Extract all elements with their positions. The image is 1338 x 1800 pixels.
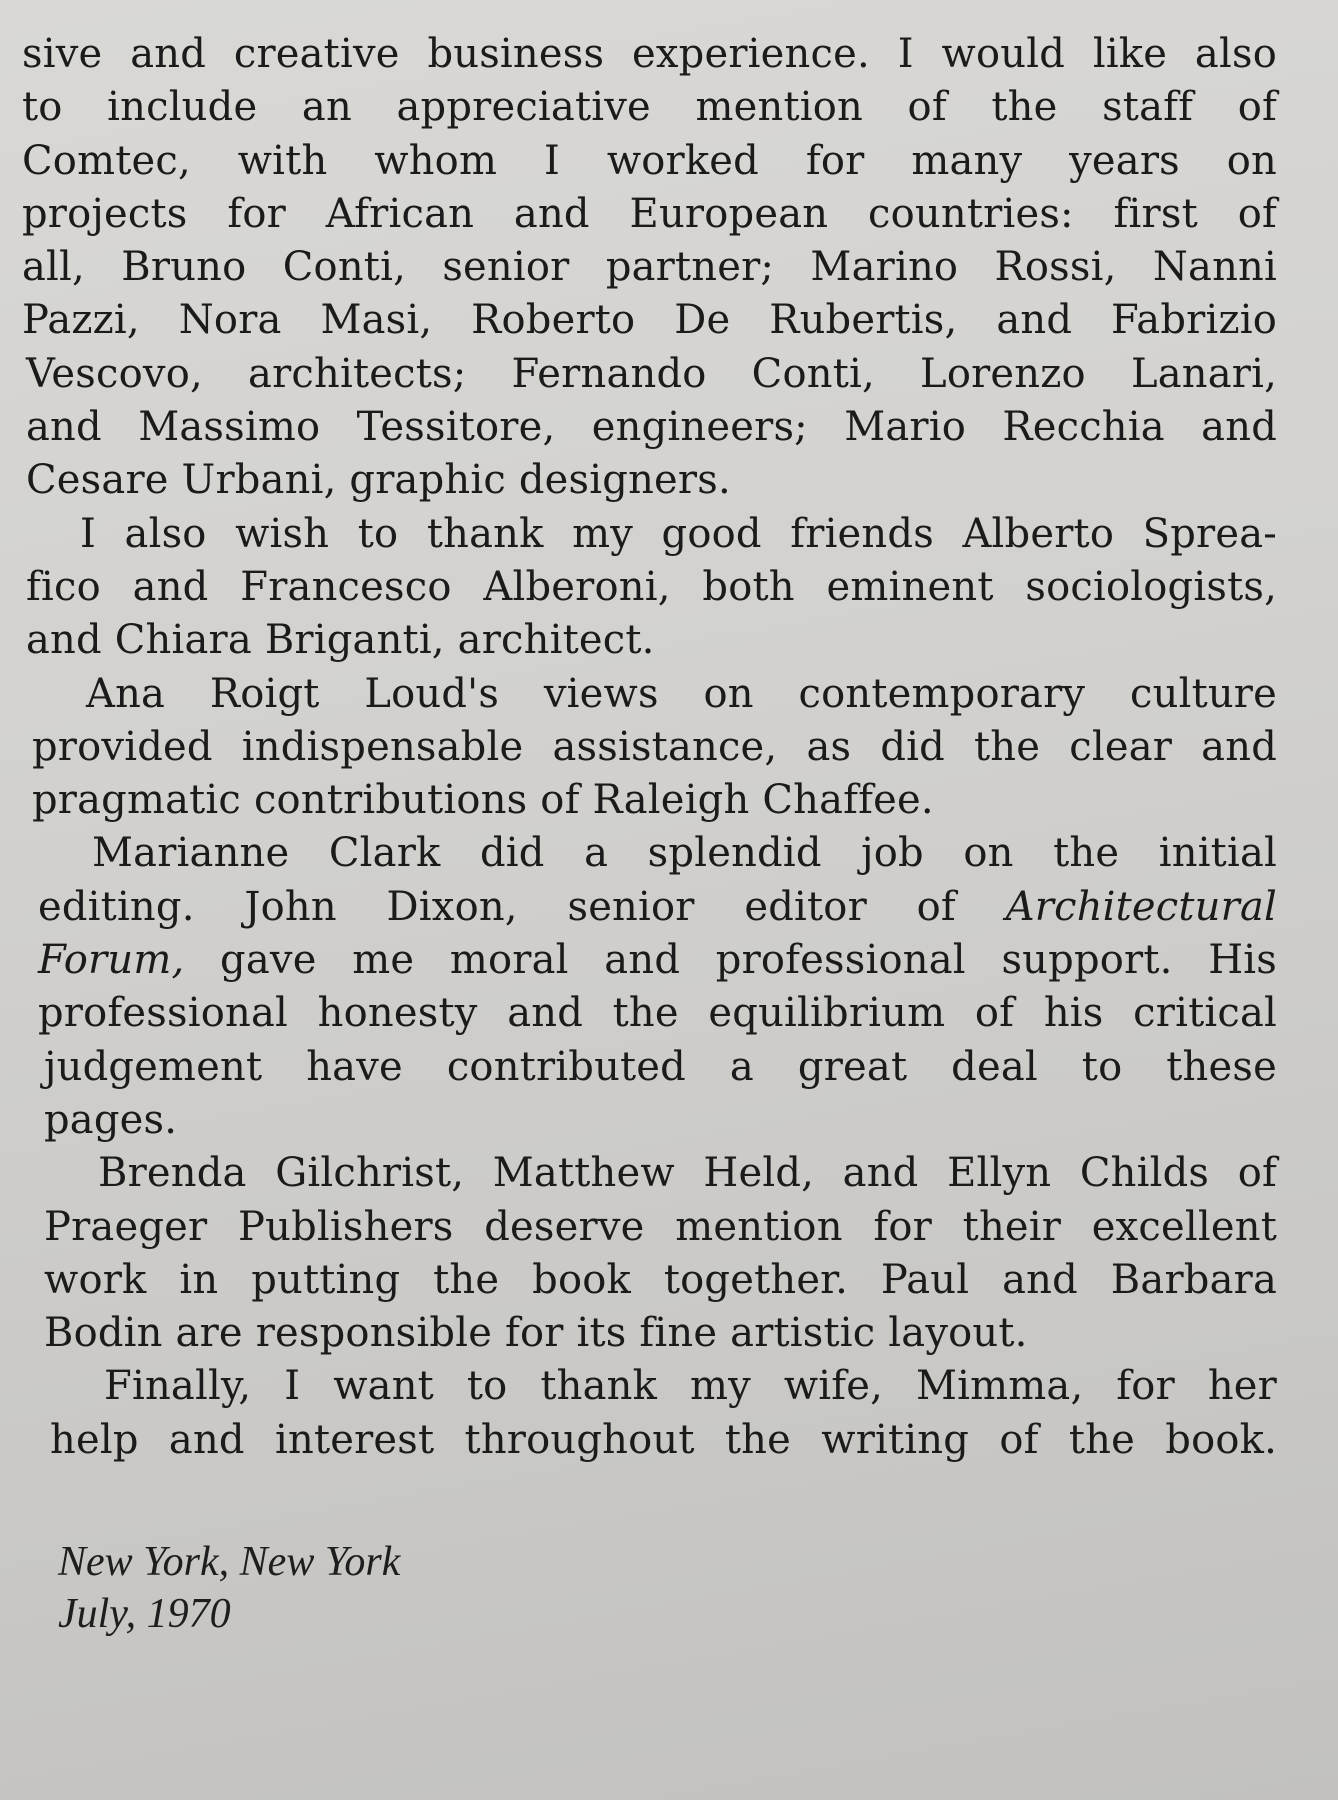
text-line: Vescovo, architects; Fernando Conti, Lorenzo Lanari, <box>26 350 1277 397</box>
text-line: Bodin are responsible for its fine artistic layout. <box>44 1310 1028 1357</box>
text-segment: editing. John Dixon, senior editor of <box>38 883 956 930</box>
paragraph-start-line: Finally, I want to thank my wife, Mimma, for her <box>104 1363 1277 1410</box>
paragraph-start-line: Brenda Gilchrist, Matthew Held, and Ellyn Childs of <box>98 1150 1277 1197</box>
text-line: help and interest throughout the writing of the book. <box>50 1416 1277 1463</box>
signoff-place: New York, New York <box>58 1539 401 1585</box>
journal-title-italic: Forum, <box>38 937 185 984</box>
text-segment: gave me moral and professional support. His <box>220 937 1277 984</box>
acknowledgements-text <box>22 28 1277 1467</box>
text-line: pragmatic contributions of Raleigh Chaffee. <box>32 777 934 824</box>
text-line: pages. <box>44 1096 178 1143</box>
text-line: work in putting the book together. Paul and Barbara <box>44 1256 1277 1303</box>
paragraph-start-line: Ana Roigt Loud's views on contemporary culture <box>86 670 1277 717</box>
paragraph-start-line: Marianne Clark did a splendid job on the initial <box>92 830 1277 877</box>
text-line: provided indispensable assistance, as did the clear and <box>32 723 1277 770</box>
text-line: Cesare Urbani, graphic designers. <box>26 457 731 504</box>
journal-title-italic: Architectural <box>1005 883 1277 930</box>
text-line: all, Bruno Conti, senior partner; Marino Rossi, Nanni <box>22 244 1277 291</box>
text-line: sive and creative business experience. I would like also <box>22 31 1277 77</box>
text-line: and Chiara Briganti, architect. <box>26 617 655 664</box>
paragraph-start-line: I also wish to thank my good friends Alberto Sprea- <box>80 510 1277 557</box>
text-line: Comtec, with whom I worked for many years on <box>22 137 1277 184</box>
text-line <box>38 934 1277 987</box>
text-line: and Massimo Tessitore, engineers; Mario Recchia and <box>26 404 1277 451</box>
text-line: Pazzi, Nora Masi, Roberto De Rubertis, and Fabrizio <box>22 297 1277 344</box>
text-line <box>38 881 1277 934</box>
signoff <box>58 1536 400 1640</box>
text-line: judgement have contributed a great deal to these <box>44 1043 1277 1090</box>
text-line: projects for African and European countries: first of <box>22 190 1277 237</box>
signoff-date: July, 1970 <box>58 1591 231 1637</box>
text-line: to include an appreciative mention of the staff of <box>22 84 1277 131</box>
text-line: professional honesty and the equilibrium of his critical <box>38 990 1277 1037</box>
text-line: fico and Francesco Alberoni, both eminent sociologists, <box>26 563 1277 610</box>
text-line: Praeger Publishers deserve mention for their excellent <box>44 1203 1277 1250</box>
